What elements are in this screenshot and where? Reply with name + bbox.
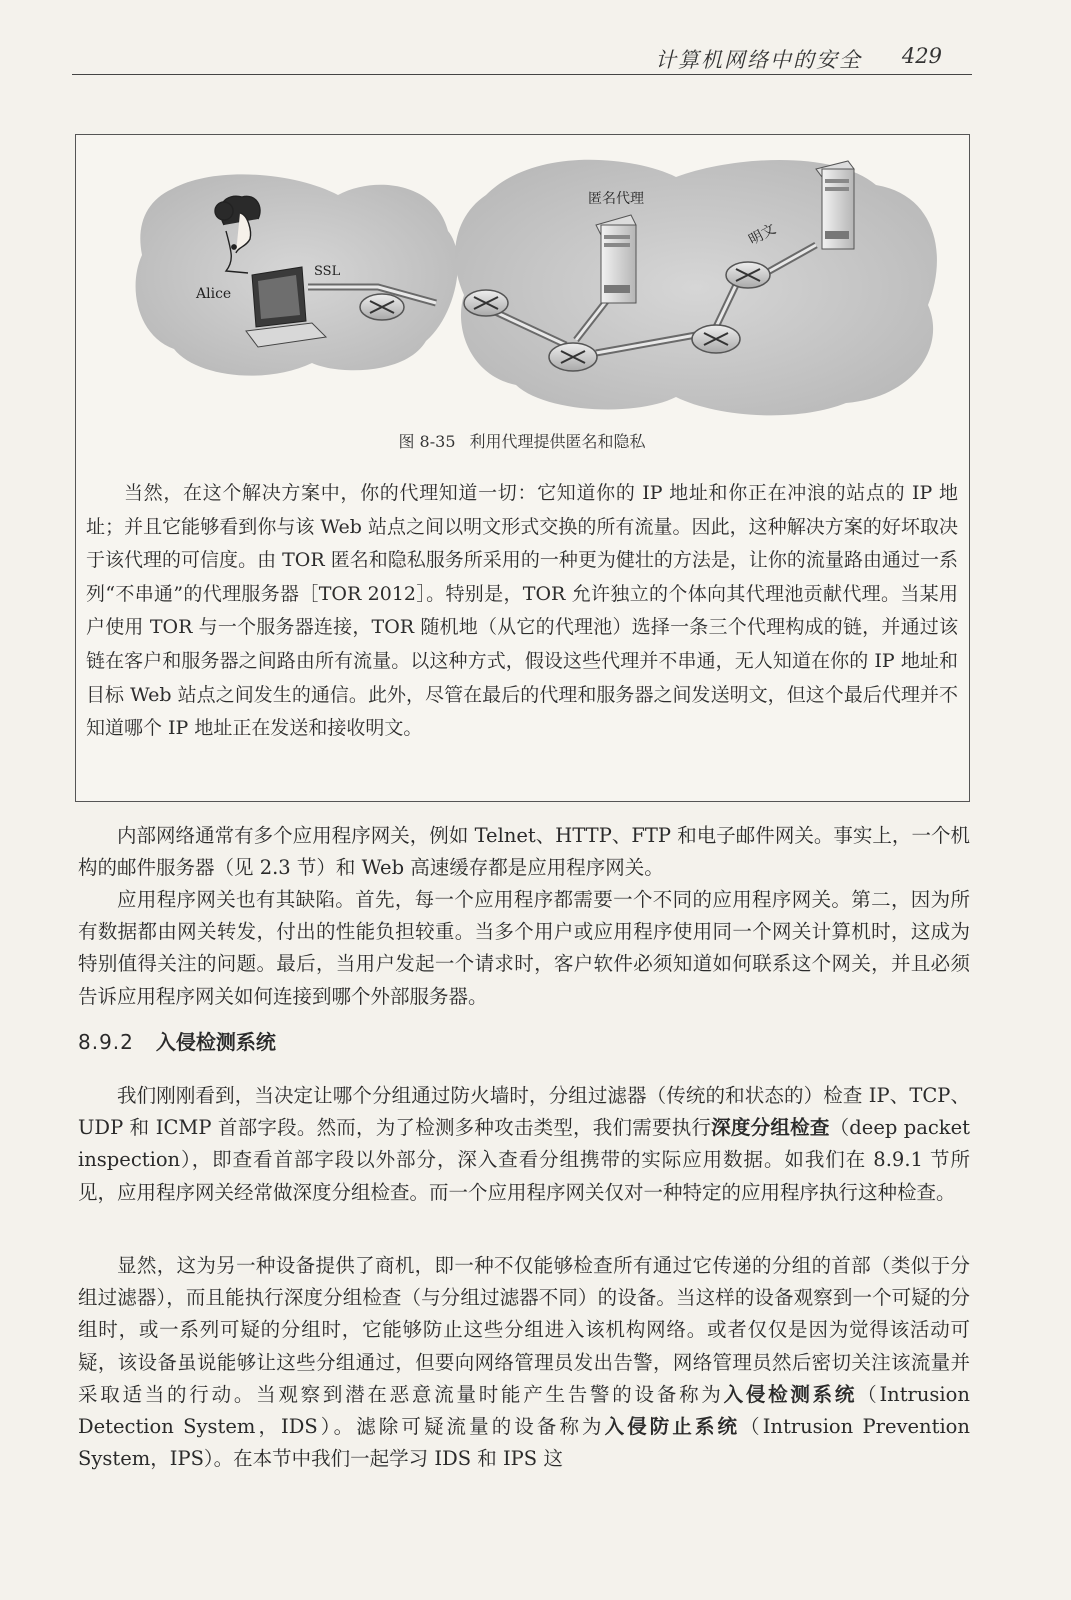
term-deep-packet-inspection: 深度分组检查 bbox=[711, 1116, 830, 1140]
proxy-label: 匿名代理 bbox=[588, 191, 644, 207]
figure-caption-text: 利用代理提供匿名和隐私 bbox=[469, 432, 646, 451]
paragraph-ids-text: 显然，这为另一种设备提供了商机，即一种不仅能够检查所有通过它传递的分组的首部（类似于分组过滤器），而且能执行深度分组检查（与分组过滤器不同）的设备。当这样的设备观察到一个可疑的分组时，或一系列可疑的分组时，它能够防止这些分组进入该机构网络。或者仅仅是因为觉得该活动可疑，该设备虽说能够让这些分组通过，但要向网络管理员发出告警，网络管理员然后密切关注该流量并采取适当的行动。当观察到潜在恶意流量时能产生告警的设备称为 bbox=[78, 1254, 970, 1406]
section-heading bbox=[78, 1026, 276, 1055]
router-icon bbox=[464, 290, 508, 316]
running-header bbox=[72, 40, 972, 75]
alice-label: Alice bbox=[196, 286, 232, 302]
router-icon bbox=[692, 325, 740, 353]
router-icon bbox=[726, 262, 770, 288]
figure-8-35 bbox=[76, 135, 968, 465]
paragraph-ids-text-2: （Intrusion Detection System，IDS）。滤除可疑流量的设备称为 bbox=[78, 1382, 970, 1439]
ssl-label: SSL bbox=[314, 264, 341, 279]
figure-number: 图 8-35 bbox=[398, 432, 456, 451]
paragraph-dpi bbox=[78, 1080, 970, 1209]
page-number: 429 bbox=[901, 44, 942, 68]
plaintext-label: 明文 bbox=[746, 221, 779, 249]
paragraph-dpi-text-2: （deep packet inspection），即查看首部字段以外部分，深入查看分组携带的实际应用数据。如我们在 8.9.1 节所见，应用程序网关经常做深度分组检查。而一个应用程序网关仅对一种特定的应用程序执行这种检查。 bbox=[78, 1116, 970, 1204]
web-server-icon bbox=[816, 161, 854, 249]
paragraph-ids-text-3: （Intrusion Prevention System，IPS）。在本节中我们一起学习 IDS 和 IPS 这 bbox=[78, 1415, 970, 1471]
paragraph-gateways: 内部网络通常有多个应用程序网关，例如 Telnet、HTTP、FTP 和电子邮件网关。事实上，一个机构的邮件服务器（见 2.3 节）和 Web 高速缓存都是应用程序网关。 bbox=[78, 824, 970, 880]
running-header-title: 计算机网络中的安全 bbox=[655, 48, 862, 72]
paragraph-ids-ips bbox=[78, 1250, 970, 1475]
proxy-server-icon bbox=[596, 215, 636, 303]
figure-caption bbox=[76, 429, 968, 452]
paragraph-gateway-drawbacks: 应用程序网关也有其缺陷。首先，每一个应用程序都需要一个不同的应用程序网关。第二，因为所有数据都由网关转发，付出的性能负担较重。当多个用户或应用程序使用同一个网关计算机时，这成为特别值得关注的问题。最后，当用户发起一个请求时，客户软件必须知道如何联系这个网关，并且必须告诉应用程序网关如何连接到哪个外部服务器。 bbox=[78, 888, 970, 1008]
section-title: 入侵检测系统 bbox=[155, 1030, 276, 1054]
sidebar-paragraph: 当然，在这个解决方案中，你的代理知道一切：它知道你的 IP 地址和你正在冲浪的站点的 IP 地址；并且它能够看到你与该 Web 站点之间以明文形式交换的所有流量。因此，这种解决方案的好坏取决于该代理的可信度。由 TOR 匿名和隐私服务所采用的一种更为健壮的方法是，让你的流量路由通过一系列“不串通”的代理服务器［TOR 2012］。特别是，TOR 允许独立的个体向其代理池贡献代理。当某用户使用 TOR 与一个服务器连接，TOR 随机地（从它的代理池）选择一条三个代理构成的链，并通过该链在客户和服务器之间路由所有流量。以这种方式，假设这些代理并不串通，无人知道在你的 IP 地址和目标 Web 站点之间发生的通信。此外，尽管在最后的代理和服务器之间发送明文，但这个最后代理并不知道哪个 IP 地址正在发送和接收明文。 bbox=[86, 482, 958, 740]
term-ids: 入侵检测系统 bbox=[723, 1382, 858, 1406]
sidebar-box bbox=[75, 134, 970, 802]
router-icon bbox=[360, 294, 404, 320]
paragraph-dpi-text: 我们刚刚看到，当决定让哪个分组通过防火墙时，分组过滤器（传统的和状态的）检查 IP、TCP、UDP 和 ICMP 首部字段。然而，为了检测多种攻击类型，我们需要执行 bbox=[78, 1084, 970, 1140]
right-cloud bbox=[455, 160, 937, 416]
section-number: 8.9.2 bbox=[78, 1030, 134, 1054]
term-ips: 入侵防止系统 bbox=[604, 1415, 741, 1439]
router-icon bbox=[549, 343, 597, 371]
